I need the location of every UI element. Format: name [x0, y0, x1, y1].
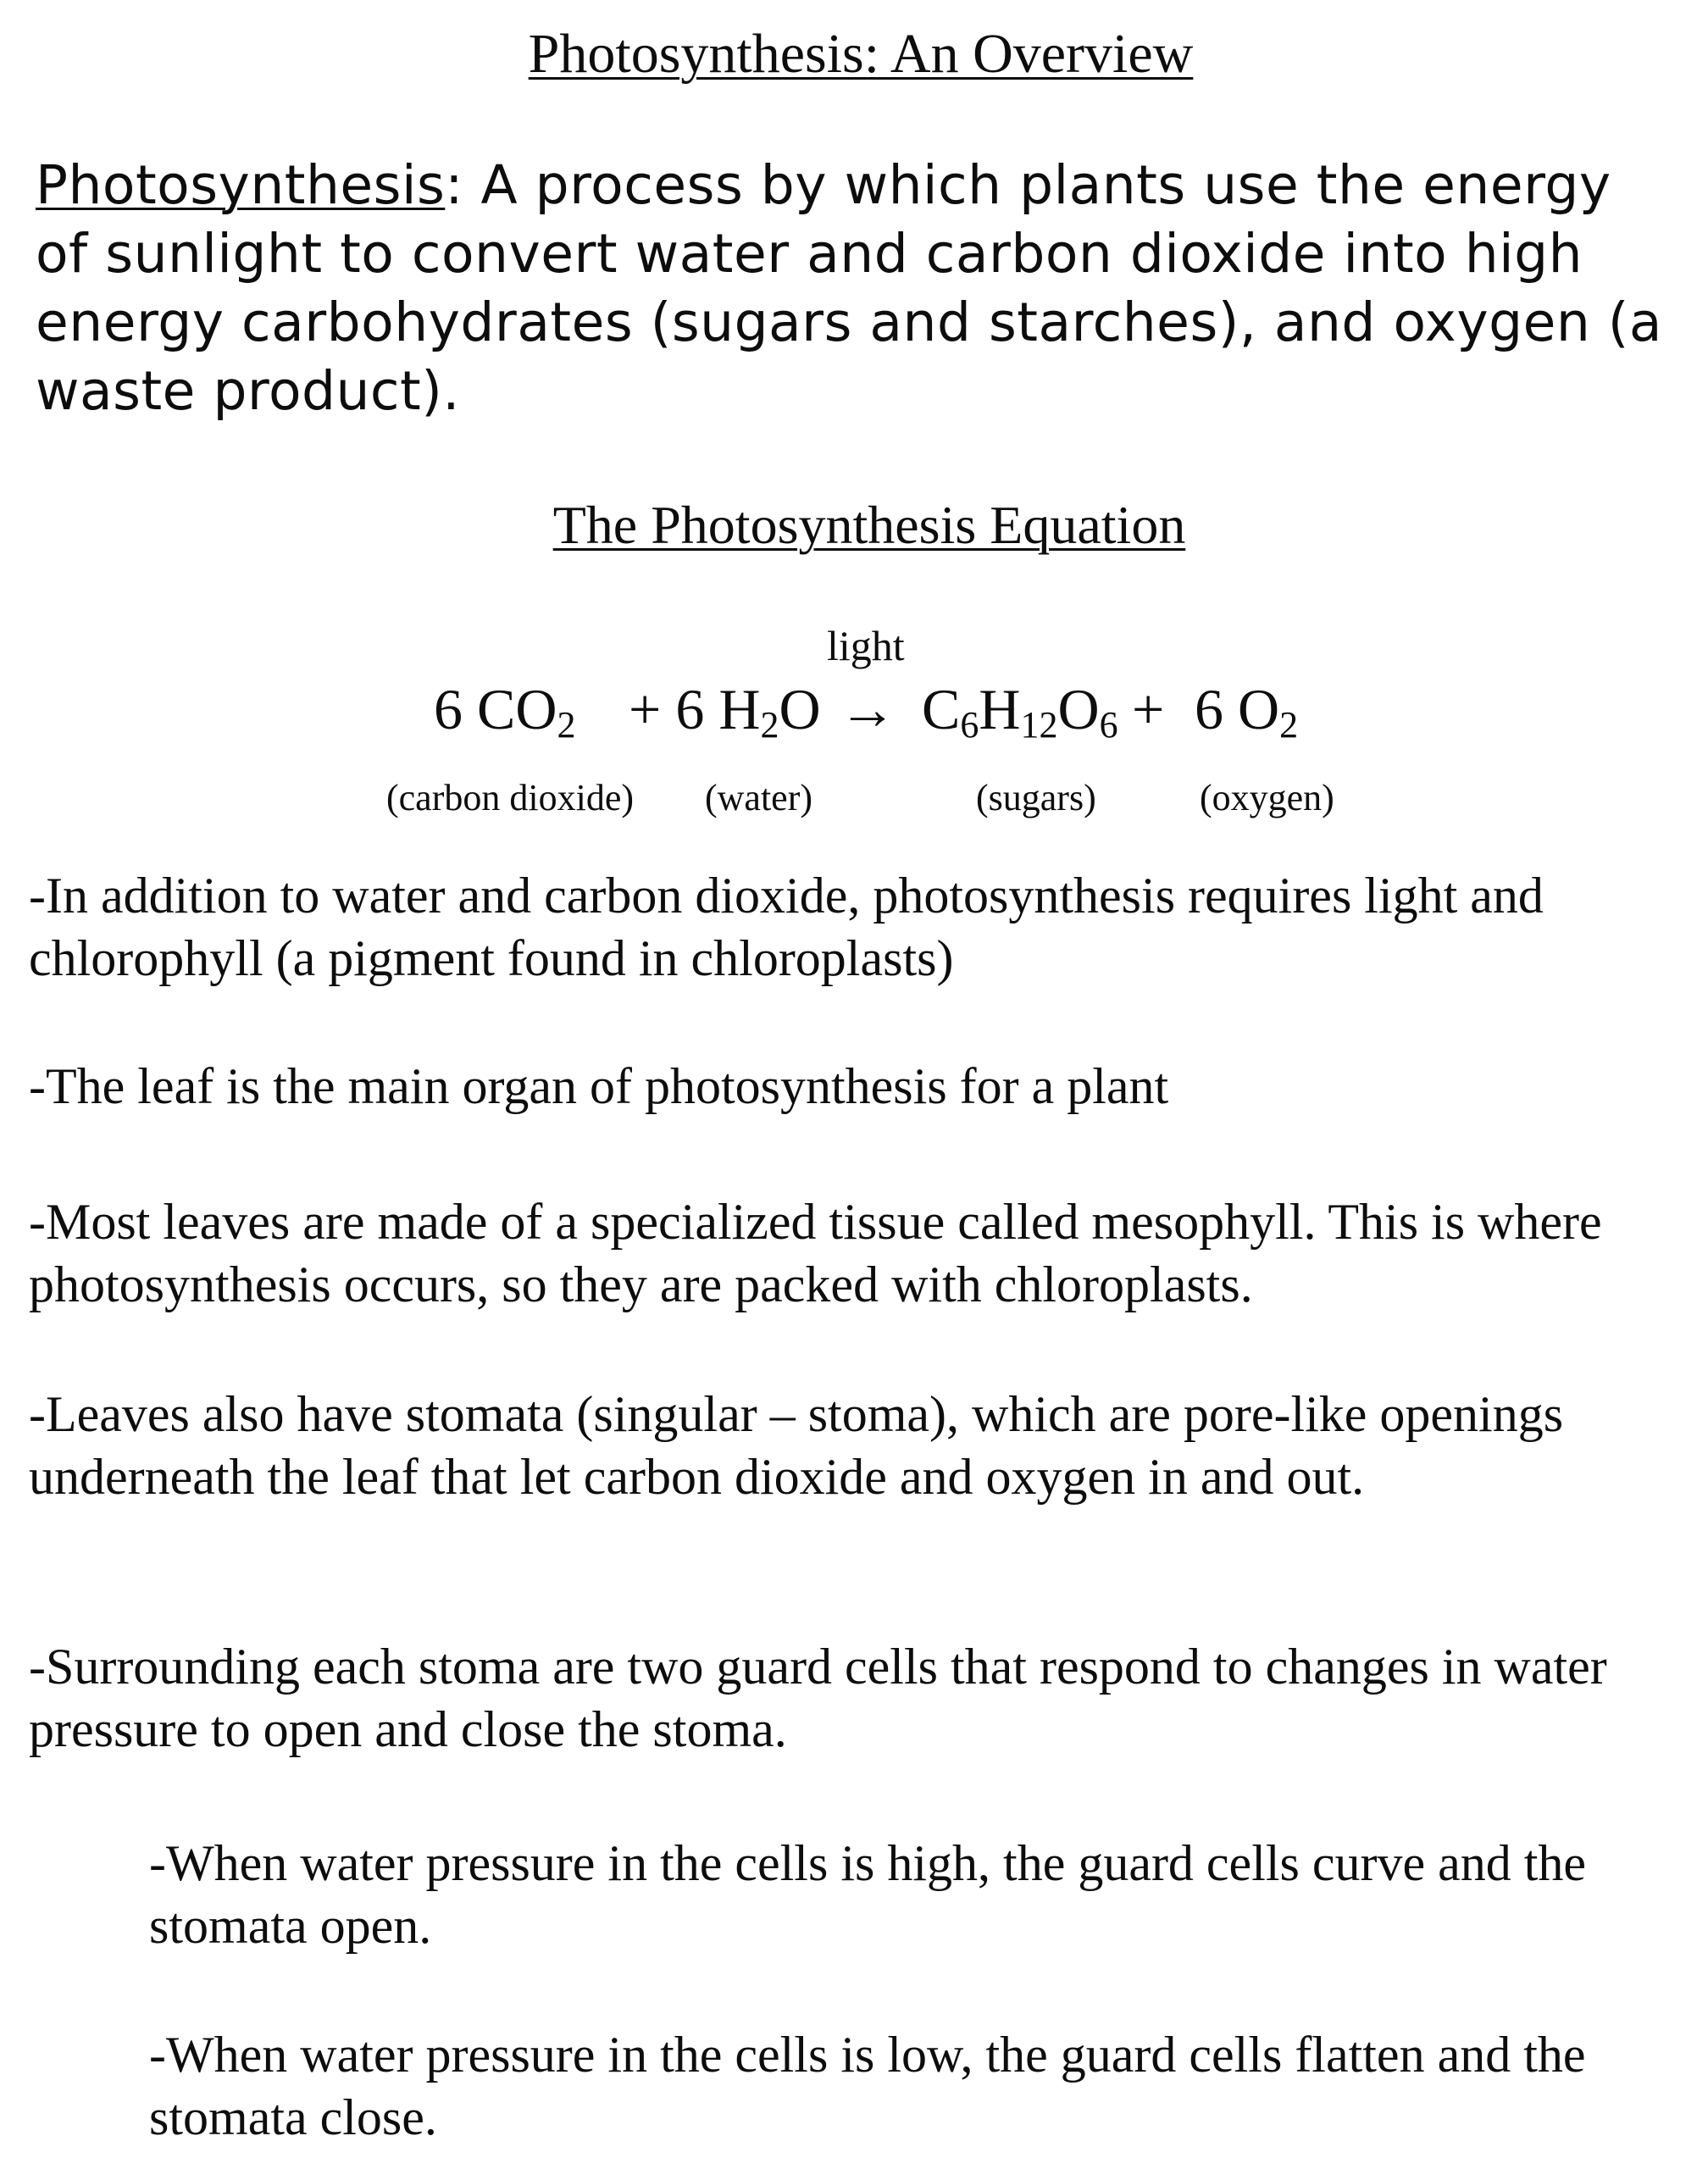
- reaction-arrow: →: [839, 677, 896, 741]
- label-sugars: (sugars): [976, 777, 1096, 818]
- label-water: (water): [705, 777, 813, 818]
- equation-labels: [0, 773, 1708, 824]
- paragraph-leaf-organ: -The leaf is the main organ of photosynthesis for a plant: [29, 1058, 1169, 1114]
- reactant-carbon-dioxide: 6 $CO_2$: [434, 677, 576, 746]
- equation-title-text: The Photosynthesis Equation: [552, 495, 1186, 555]
- equation-condition-light: light: [827, 622, 905, 669]
- definition-paragraph: [36, 151, 1662, 425]
- reactant-water: + 6 $H_2O$: [629, 677, 821, 746]
- page-title-text: Photosynthesis: An Overview: [528, 23, 1194, 85]
- photosynthesis-equation: [0, 671, 1708, 747]
- product-glucose: $C_6H_{12}O_6$: [922, 677, 1118, 746]
- equation-title: [0, 491, 1708, 559]
- paragraph-mesophyll: -Most leaves are made of a specialized tissue called mesophyll. This is where photosynthesis occurs, so they are packed with chloroplasts.: [29, 1194, 1602, 1312]
- definition-text: : A process by which plants use the energy of sunlight to convert water and carbon dioxide into high energy carbohydrates (sugars and starches), and oxygen (a waste product).: [36, 154, 1663, 422]
- product-oxygen: 6 $O_2$: [1195, 677, 1299, 746]
- label-oxygen: (oxygen): [1200, 777, 1334, 818]
- label-carbon-dioxide: (carbon dioxide): [386, 777, 634, 818]
- sub-paragraph-low-pressure: -When water pressure in the cells is low, the guard cells flatten and the stomata close.: [149, 2027, 1586, 2145]
- page-title: [0, 15, 1708, 93]
- plus-sign: +: [1132, 677, 1165, 741]
- paragraph-requirements: -In addition to water and carbon dioxide, photosynthesis requires light and chlorophyll (a pigment found in chloroplasts): [29, 868, 1544, 986]
- paragraph-guard-cells: -Surrounding each stoma are two guard cells that respond to changes in water pressure to open and close the stoma.: [29, 1639, 1607, 1757]
- paragraph-stomata: -Leaves also have stomata (singular – stoma), which are pore-like openings underneath the leaf that let carbon dioxide and oxygen in and out.: [29, 1386, 1564, 1505]
- definition-term: Photosynthesis: [36, 154, 446, 216]
- sub-paragraph-high-pressure: -When water pressure in the cells is high, the guard cells curve and the stomata open.: [149, 1835, 1587, 1954]
